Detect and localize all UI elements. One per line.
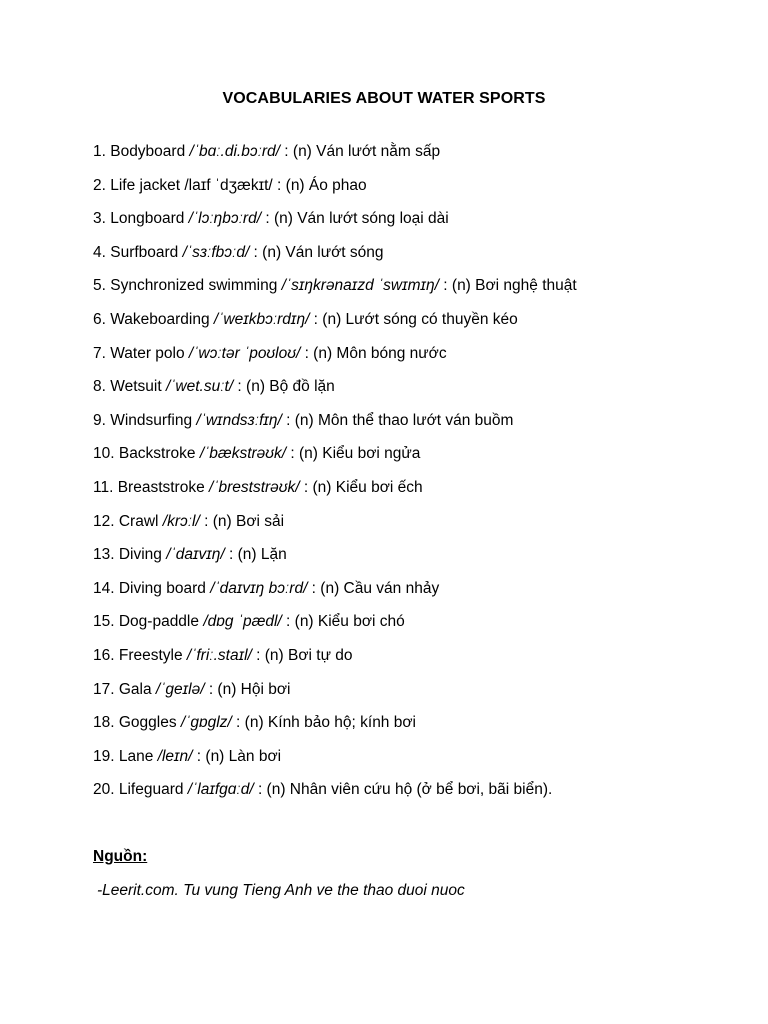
list-item xyxy=(93,780,743,814)
list-item xyxy=(93,176,743,210)
vocabulary-list xyxy=(93,142,743,814)
entry-word: 6. Wakeboarding xyxy=(93,310,214,328)
entry-ipa: /dɒɡ ˈpædl/ xyxy=(203,613,282,631)
entry-meaning: : (n) Ván lướt sóng loại dài xyxy=(261,210,449,228)
list-item xyxy=(93,310,743,344)
entry-meaning: : (n) Làn bơi xyxy=(192,747,282,765)
entry-word: 18. Goggles xyxy=(93,714,181,732)
entry-word: 8. Wetsuit xyxy=(93,378,166,396)
list-item xyxy=(93,612,743,646)
entry-ipa: /ˈweɪkbɔːrdɪŋ/ xyxy=(213,310,310,328)
entry-word: 4. Surfboard xyxy=(93,243,183,261)
entry-meaning: : (n) Hội bơi xyxy=(204,680,291,698)
entry-word: 3. Longboard xyxy=(93,210,189,228)
entry-ipa: /ˈɡeɪlə/ xyxy=(155,680,205,698)
entry-meaning: : (n) Bơi tự do xyxy=(251,646,353,664)
entry-word: 19. Lane xyxy=(93,747,158,765)
list-item xyxy=(93,209,743,243)
entry-word: 17. Gala xyxy=(93,680,156,698)
entry-ipa: /laɪf ˈdʒækɪt/ xyxy=(184,176,273,194)
entry-word: 7. Water polo xyxy=(93,344,189,362)
entry-meaning: : (n) Áo phao xyxy=(272,176,367,194)
entry-ipa: /krɔːl/ xyxy=(162,512,200,530)
entry-ipa: /ˈdaɪvɪŋ bɔːrd/ xyxy=(210,579,308,597)
entry-word: 1. Bodyboard xyxy=(93,143,190,160)
entry-meaning: : (n) Bộ đồ lặn xyxy=(233,378,335,396)
entry-ipa: /ˈbækstrəʊk/ xyxy=(199,445,287,463)
entry-ipa: /ˈwɔːtər ˈpoʊloʊ/ xyxy=(188,344,301,362)
entry-word: 9. Windsurfing xyxy=(93,411,197,429)
entry-meaning: : (n) Kiểu bơi ngửa xyxy=(286,445,421,463)
entry-ipa: /ˈbɑː.di.bɔːrd/ xyxy=(189,143,280,160)
entry-meaning: : (n) Cầu ván nhảy xyxy=(307,579,440,597)
entry-meaning: : (n) Kính bảo hộ; kính bơi xyxy=(231,714,416,732)
list-item xyxy=(93,478,743,512)
source-citation: -Leerit.com. Tu vung Tieng Anh ve the thao duoi nuoc xyxy=(97,882,465,899)
entry-word: 16. Freestyle xyxy=(93,646,187,664)
list-item xyxy=(93,411,743,445)
entry-word: 14. Diving board xyxy=(93,579,211,597)
entry-ipa: /ˈlaɪfɡɑːd/ xyxy=(187,781,254,799)
entry-word: 2. Life jacket xyxy=(93,176,185,194)
entry-meaning: : (n) Bơi nghệ thuật xyxy=(438,277,577,295)
list-item xyxy=(93,444,743,478)
entry-ipa: /ˈwɪndsɜːfɪŋ/ xyxy=(196,411,282,429)
entry-ipa: /ˈsɪŋkrənaɪzd ˈswɪmɪŋ/ xyxy=(281,277,439,295)
entry-meaning: : (n) Nhân viên cứu hộ (ở bể bơi, bãi biển). xyxy=(253,781,553,799)
document-title: VOCABULARIES ABOUT WATER SPORTS xyxy=(222,90,546,107)
entry-ipa: /ˈɡɒɡlz/ xyxy=(180,714,232,732)
entry-word: 5. Synchronized swimming xyxy=(93,277,282,295)
entry-meaning: : (n) Lướt sóng có thuyền kéo xyxy=(309,310,518,328)
entry-ipa: /ˈwet.suːt/ xyxy=(165,378,234,396)
entry-meaning: : (n) Ván lướt sóng xyxy=(249,243,384,261)
list-item xyxy=(93,680,743,714)
list-item xyxy=(93,276,743,310)
source-heading: Nguồn: xyxy=(93,848,148,865)
entry-meaning: : (n) Kiểu bơi chó xyxy=(281,613,405,631)
entry-meaning: : (n) Ván lướt nằm sấp xyxy=(279,143,441,160)
entry-word: 13. Diving xyxy=(93,546,167,564)
entry-word: 20. Lifeguard xyxy=(93,781,188,799)
entry-ipa: /ˈsɜːfbɔːd/ xyxy=(182,243,250,261)
list-item xyxy=(93,142,743,176)
entry-ipa: /ˈfriː.staɪl/ xyxy=(186,646,252,664)
entry-ipa: /leɪn/ xyxy=(157,747,193,765)
list-item xyxy=(93,243,743,277)
list-item xyxy=(93,747,743,781)
list-item xyxy=(93,579,743,613)
entry-word: 10. Backstroke xyxy=(93,445,200,463)
entry-ipa: /ˈlɔːŋbɔːrd/ xyxy=(188,210,262,228)
entry-meaning: : (n) Môn thể thao lướt ván buồm xyxy=(281,411,514,429)
list-item xyxy=(93,377,743,411)
list-item xyxy=(93,344,743,378)
list-item xyxy=(93,713,743,747)
entry-ipa: /ˈdaɪvɪŋ/ xyxy=(166,546,225,564)
entry-meaning: : (n) Lặn xyxy=(224,546,287,564)
list-item xyxy=(93,512,743,546)
list-item xyxy=(93,545,743,579)
entry-word: 15. Dog-paddle xyxy=(93,613,204,631)
entry-ipa: /ˈbreststrəʊk/ xyxy=(209,478,300,496)
entry-meaning: : (n) Bơi sải xyxy=(199,512,285,530)
entry-meaning: : (n) Kiểu bơi ếch xyxy=(299,478,423,496)
list-item xyxy=(93,646,743,680)
entry-word: 11. Breaststroke xyxy=(93,478,210,496)
entry-word: 12. Crawl xyxy=(93,512,163,530)
entry-meaning: : (n) Môn bóng nước xyxy=(300,344,447,362)
